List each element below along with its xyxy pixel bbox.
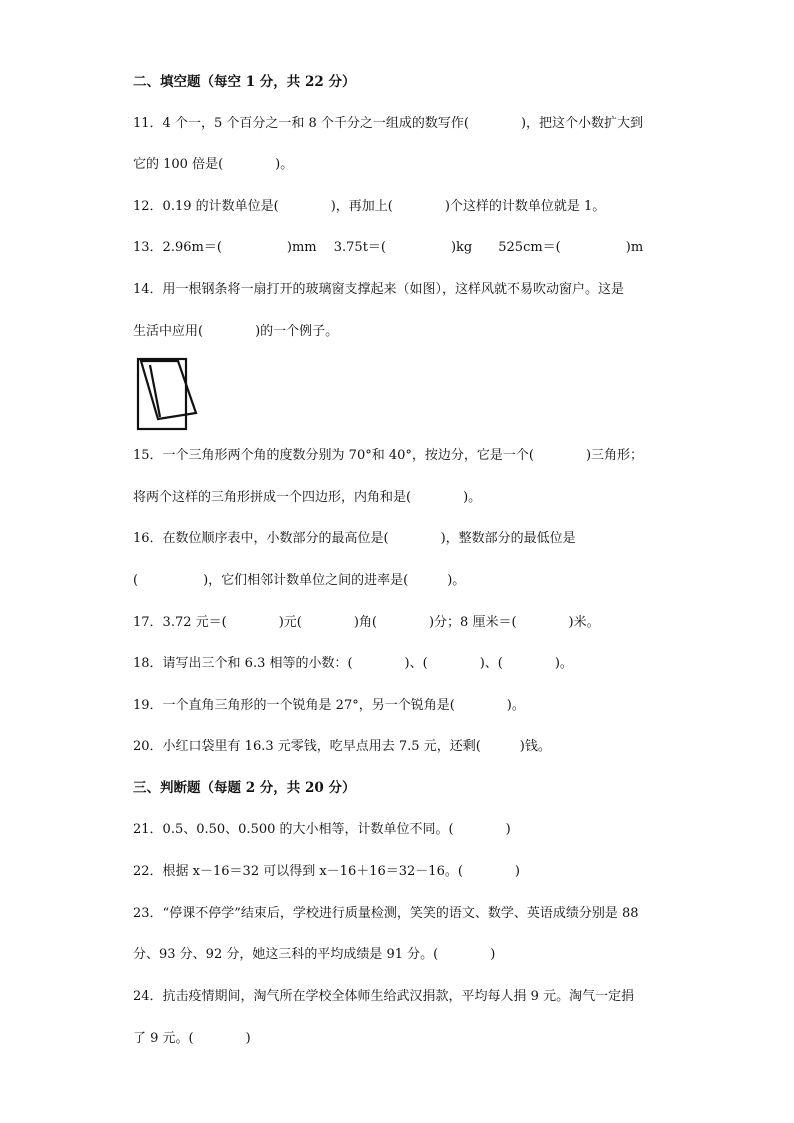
section-fill-blank-heading: 二、填空题（每空 1 分，共 22 分） [133,74,356,90]
question-16-line-2: ( )，它们相邻计数单位之间的进率是( )。 [133,573,466,588]
question-11-line-1: 11．4 个一，5 个百分之一和 8 个千分之一组成的数写作( )，把这个小数扩大到 [133,116,644,131]
question-13: 13．2.96m＝( )mm 3.75t＝( )kg 525cm＝( )m [133,240,644,255]
section-true-false-heading: 三、判断题（每题 2 分，共 20 分） [133,780,356,796]
question-11-line-2: 它的 100 倍是( )。 [133,157,294,172]
question-12: 12．0.19 的计数单位是( )，再加上( )个这样的计数单位就是 1。 [133,199,606,214]
question-22: 22．根据 x－16＝32 可以得到 x－16＋16＝32－16。( ) [133,864,520,879]
question-21: 21．0.5、0.50、0.500 的大小相等，计数单位不同。( ) [133,822,511,837]
question-19: 19．一个直角三角形的一个锐角是 27°，另一个锐角是( )。 [133,698,525,713]
question-23-line-2: 分、93 分、92 分，她这三科的平均成绩是 91 分。( ) [133,947,496,962]
question-16-line-1: 16．在数位顺序表中，小数部分的最高位是( )，整数部分的最低位是 [133,531,576,546]
question-24-line-1: 24．抗击疫情期间，淘气所在学校全体师生给武汉捐款，平均每人捐 9 元。淘气一定捐 [133,989,635,1004]
question-23-line-1: 23．“停课不停学”结束后，学校进行质量检测，笑笑的语文、数学、英语成绩分别是 88 [133,906,639,921]
question-14-line-1: 14．用一根钢条将一扇打开的玻璃窗支撑起来（如图），这样风就不易吹动窗户。这是 [133,282,625,297]
question-14-line-2: 生活中应用( )的一个例子。 [133,324,339,339]
question-15-line-1: 15．一个三角形两个角的度数分别为 70°和 40°，按边分，它是一个( )三角形； [133,448,644,463]
question-24-line-2: 了 9 元。( ) [133,1031,251,1046]
open-window-pane [141,361,196,419]
question-15-line-2: 将两个这样的三角形拼成一个四边形，内角和是( )。 [133,490,482,505]
question-18: 18．请写出三个和 6.3 相等的小数：( )、( )、( )。 [133,656,573,671]
question-20: 20．小红口袋里有 16.3 元零钱，吃早点用去 7.5 元，还剩( )钱。 [133,739,551,754]
window-support-figure [136,357,200,431]
question-17: 17．3.72 元＝( )元( )角( )分；8 厘米＝( )米。 [133,615,600,630]
